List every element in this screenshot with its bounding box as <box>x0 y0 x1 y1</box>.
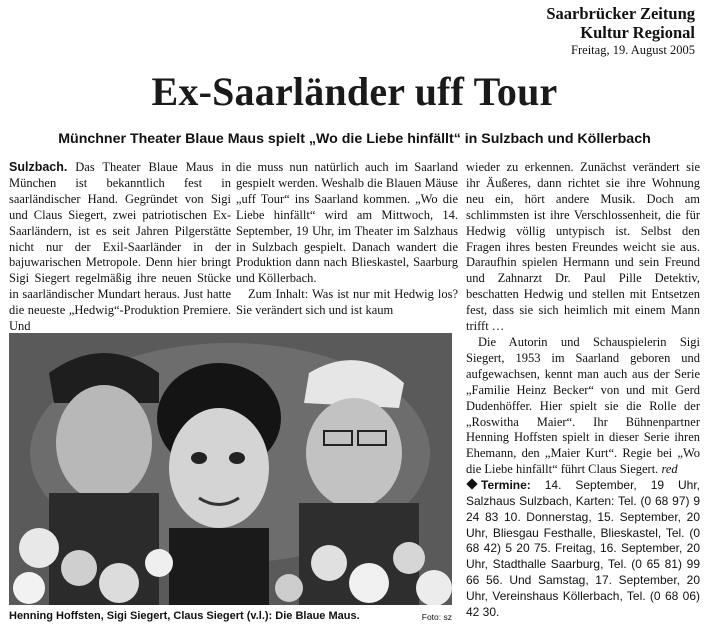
termine-label: Termine: <box>481 478 531 493</box>
photo-illustration <box>9 333 452 605</box>
termine-text: 14. September, 19 Uhr, Salzhaus Sulzbach, Karten: Tel. (0 68 97) 9 24 83 10. Donnerstag, 15. September, 20 Uhr, Bliesgau Festhalle, Blieskastel, Tel. (0 68 42) 5 20 75. Freitag, 16. September, 20 Uhr, Stadthalle Saarburg, Tel. (0 65 81) 99 66 56. Und Samstag, 17. September, 20 Uhr, Vereinshaus Köllerbach, Tel. (0 68 06) 42 30. <box>466 478 700 619</box>
person-center-figure <box>157 363 281 605</box>
caption-text: Henning Hoffsten, Sigi Siegert, Claus Siegert (v.l.): Die Blaue Maus. <box>9 610 360 622</box>
article-photo <box>9 333 452 605</box>
photo-credit: Foto: sz <box>421 612 452 622</box>
masthead <box>546 4 695 58</box>
column-2-paragraph-1: die muss nun natürlich auch im Saarland gespielt werden. Weshalb die Blauen Mäuse „uff Tour“ ins Saarland kommen. „Wo die Liebe hinfällt“ wird am Mittwoch, 14. September, 19 Uhr, im Theater im Salzhaus in Sulzbach gespielt. Danach wandert die Produktion dann nach Blieskastel, Saarburg und Köllerbach. <box>236 160 458 286</box>
article-column-3 <box>466 160 700 335</box>
headline: Ex-Saarländer uff Tour <box>151 69 558 114</box>
author-initials: red <box>661 462 678 477</box>
column-2-paragraph-2: Zum Inhalt: Was ist nur mit Hedwig los? Sie verändert sich und ist kaum <box>236 287 458 318</box>
article-column-1 <box>9 160 231 335</box>
section-name: Kultur Regional <box>580 23 695 42</box>
termine-block <box>466 478 700 620</box>
column-3-paragraph-1: wieder zu erkennen. Zunächst verändert sie ihr Äußeres, dann richtet sie ihre Wohnung neu ein, hört andere Musik. Doch am schlimmsten ist ihre Verschlossenheit, die für Hedwig völlig untypisch ist. Selbst den Fragen ihres besten Freundes weicht sie aus. Daraufhin spielen Hermann und sein Freund und Zahnarzt Dr. Paul Pille Detektiv, beschatten Hedwig und stellen mit Entsetzen fest, dass sie sich heimlich mit einem Mann trifft … <box>466 160 700 334</box>
column-3-paragraph-2: Die Autorin und Schauspielerin Sigi Siegert, 1953 im Saarland geboren und aufgewachsen, kennt man auch aus der Serie „Familie Heinz Becker“ von und mit Gerd Dudenhöffer. Hier spielt sie die Rolle der „Roswitha Maier“. Ihr Bühnenpartner Henning Hoffsten spielt in dieser Serie ihren Ehemann, den „Maier Kurt“. Regie bei „Wo die Liebe hinfällt“ führt Claus Siegert. <box>466 335 700 477</box>
newspaper-name: Saarbrücker Zeitung <box>546 4 695 23</box>
photo-caption <box>9 609 452 623</box>
dateline: Sulzbach. <box>9 160 68 174</box>
issue-date: Freitag, 19. August 2005 <box>571 43 695 57</box>
column-1-text: Das Theater Blaue Maus in München ist bekanntlich fest in saarländischer Hand. Gegründet von Sigi und Claus Siegert, zwei patriotischen Ex-Saarländern, ist es seit Jahren Pilgerstätte nicht nur der Exil-Saarländer in der bajuwarischen Metropole. Denn hier bringt Sigi Siegert regelmäßig ihre neuen Stücke in saarländischer Mundart heraus. Just hatte die neueste „Hedwig“-Produktion Premiere. Und <box>9 160 231 334</box>
article-column-3-lower <box>466 335 700 620</box>
article-column-2 <box>236 160 458 319</box>
subheadline: Münchner Theater Blaue Maus spielt „Wo die Liebe hinfällt“ in Sulzbach und Köllerbach <box>58 131 651 147</box>
diamond-bullet-icon <box>466 478 477 489</box>
